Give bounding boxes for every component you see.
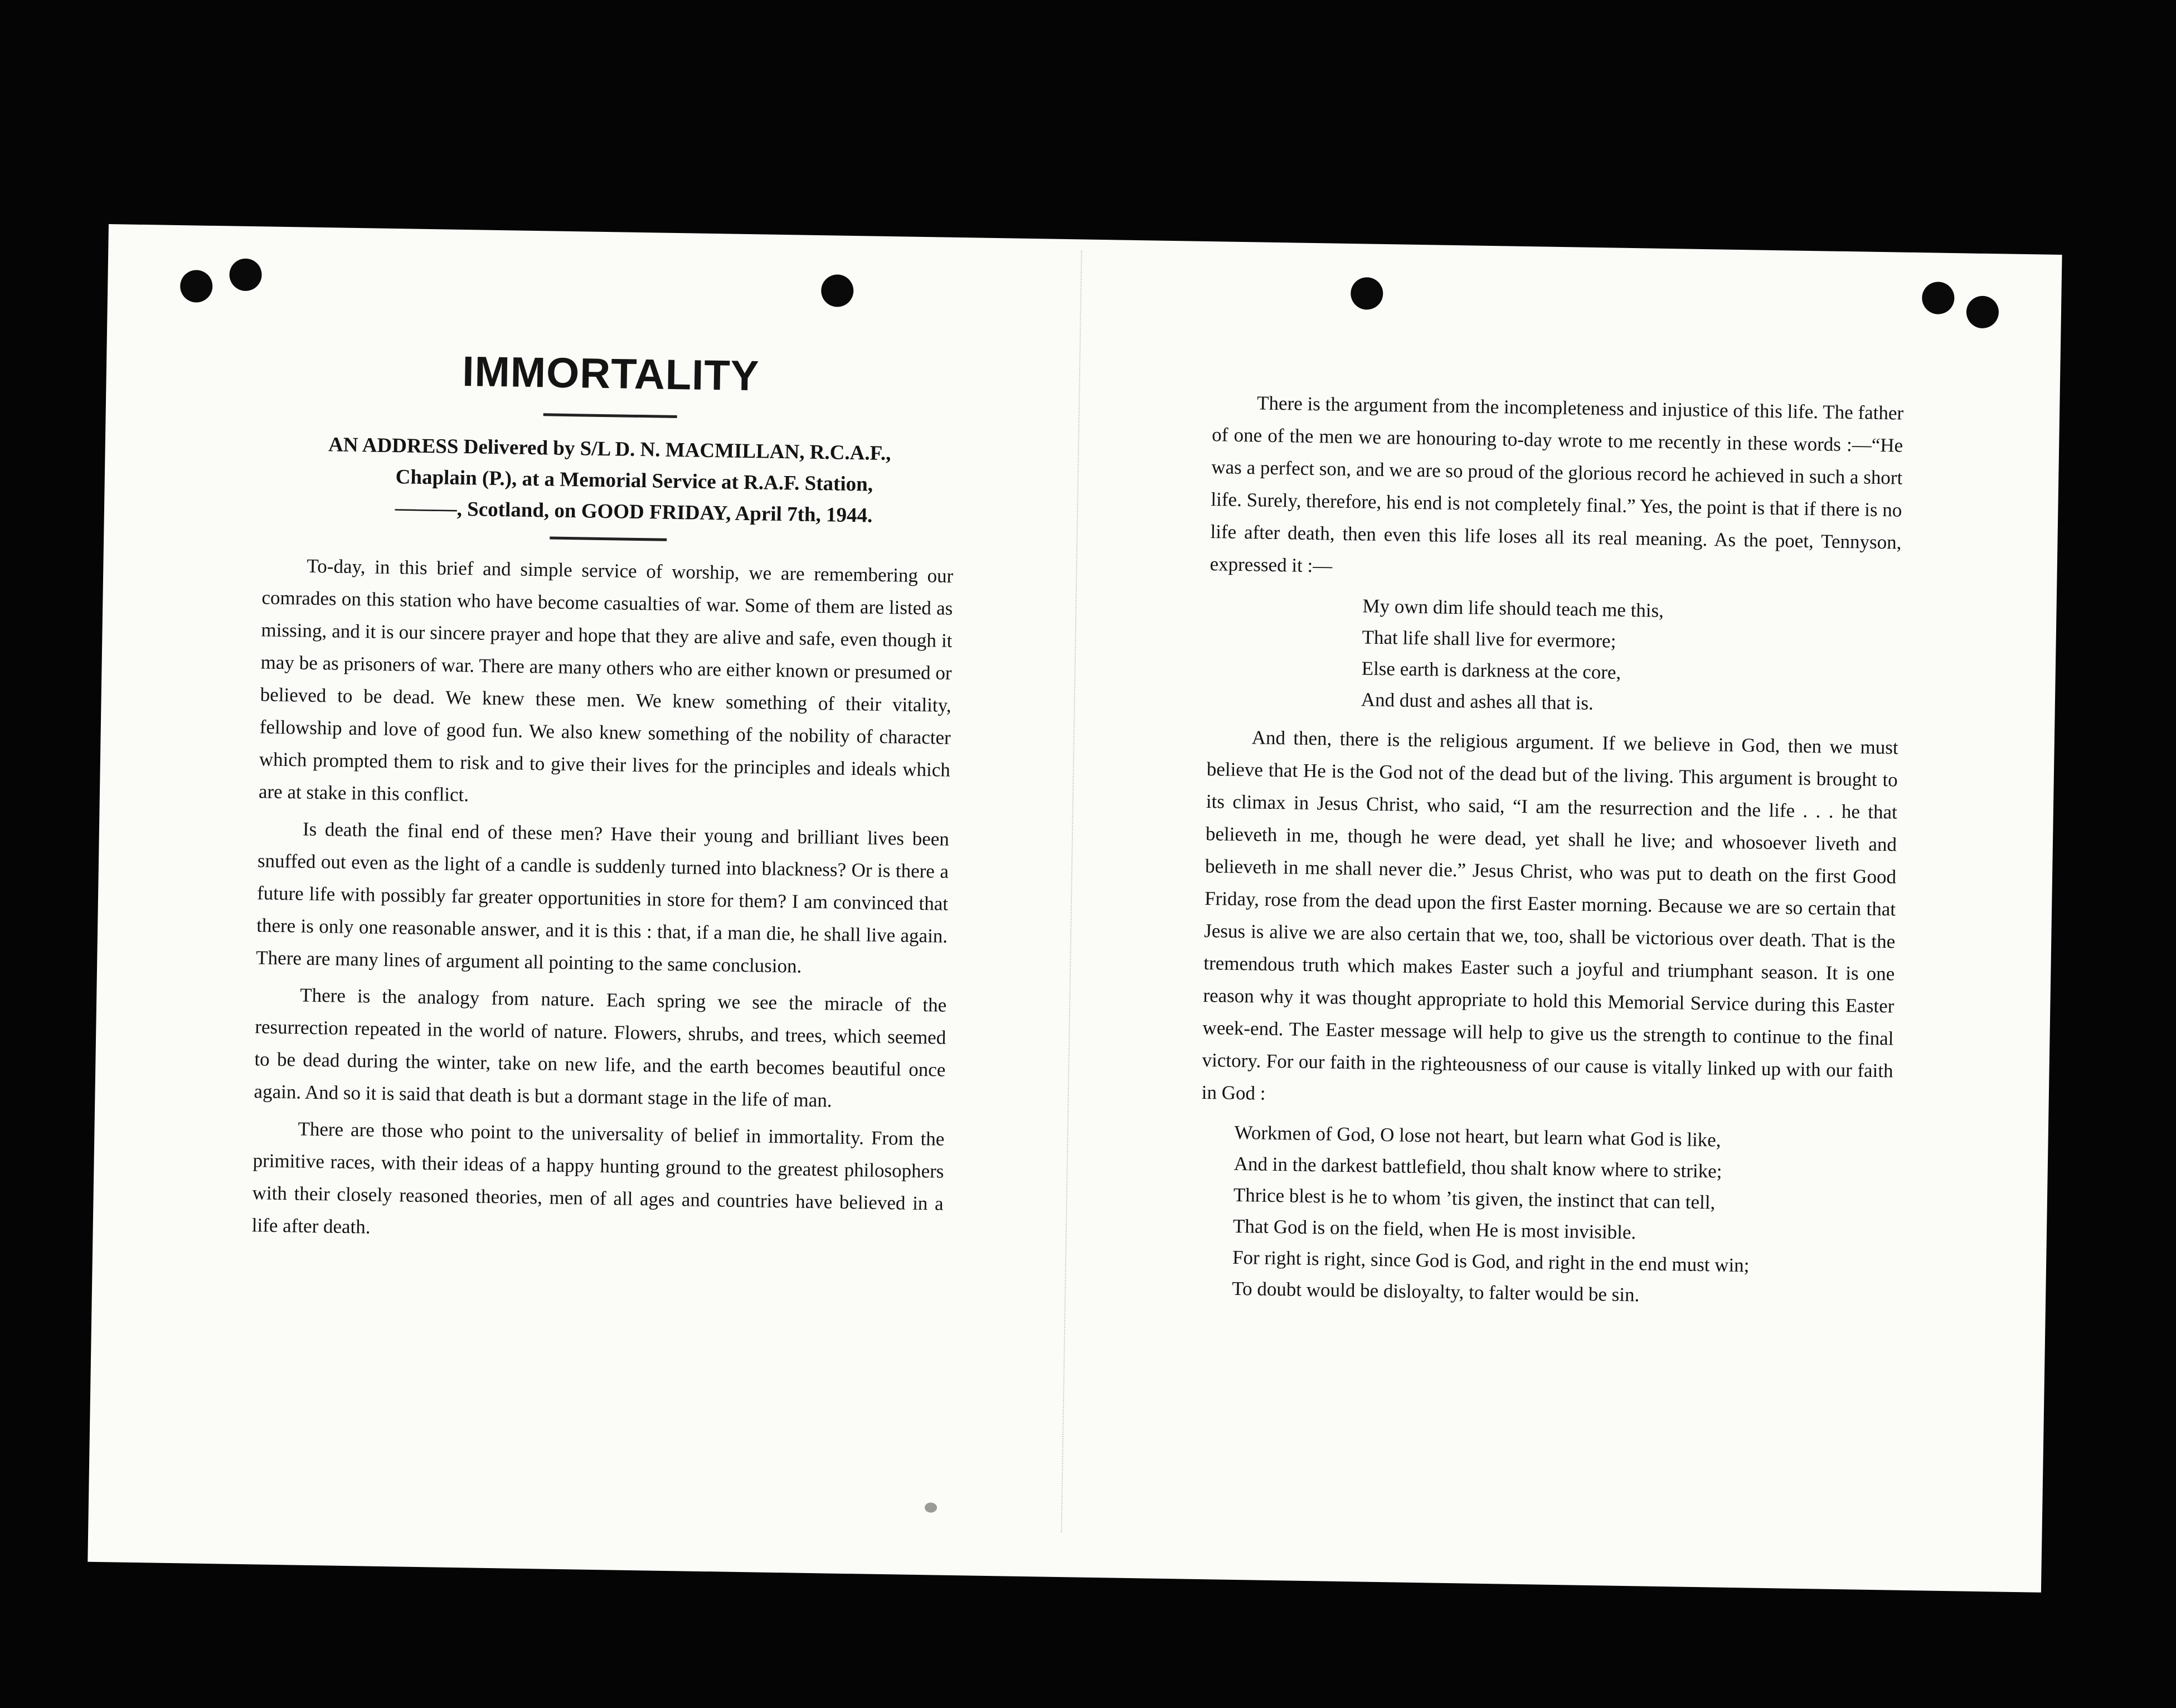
- subtitle-line: ———, Scotland, on GOOD FRIDAY, April 7th, 1944.: [395, 497, 873, 527]
- verse-line: That life shall live for evermore;: [1362, 626, 1616, 652]
- verse-line: That God is on the field, when He is most invisible.: [1232, 1215, 1636, 1244]
- page-title: IMMORTALITY: [462, 348, 760, 400]
- verse-line: My own dim life should teach me this,: [1362, 595, 1664, 622]
- verse-line: For right is right, since God is God, and right in the end must win;: [1232, 1246, 1750, 1277]
- paper-speck: [925, 1502, 937, 1512]
- left-page: [251, 341, 956, 1256]
- body-paragraph: Is death the final end of these men? Have their young and brilliant lives been snuffed out even as the light of a candle is suddenly turned into blackness? Or is there a future life with possibly far greater opportunities in store for them? I am convinced that there is only one reasonable answer, and it is this : that, if a man die, he shall live again. There are many lines of argument all pointing to the same conclusion.: [256, 818, 950, 977]
- body-paragraph: To-day, in this brief and simple service of worship, we are remembering our comrades on this station who have become casualties of war. Some of them are listed as missing, and it is our sincere prayer and hope that they are alive and safe, even though it may be as prisoners of war. There are many others who are either known or presumed or believed to be dead. We knew these men. We knew something of their vitality, fellowship and love of good fun. We also knew something of the nobility of character which prompted them to risk and to give their lives for the principles and ideals which are at stake in this conflict.: [258, 555, 954, 806]
- verse-line: Thrice blest is he to whom ’tis given, the instinct that can tell,: [1233, 1183, 1716, 1214]
- punch-hole: [1966, 295, 1999, 328]
- address-subtitle: [263, 428, 955, 532]
- body-paragraph: There are those who point to the universality of belief in immortality. From the primitive races, with their ideas of a happy hunting ground to the greatest philosophers with their closely reasoned theories, men of all ages and countries have believed in a life after death.: [251, 1118, 945, 1238]
- body-paragraph: There is the argument from the incompleteness and injustice of this life. The father of one of the men we are honouring to-day wrote to me recently in these words :—“He was a perfect son, and we are so proud of the glorious record he achieved in such a short life. Surely, therefore, his end is not completely final.” Yes, the point is that if there is no life after death, then even this life loses all its real meaning. As the poet, Tennyson, expressed it :—: [1210, 392, 1904, 577]
- verse-line: Else earth is darkness at the core,: [1361, 657, 1621, 683]
- center-fold: [1061, 250, 1082, 1532]
- subtitle-rule: [550, 536, 667, 541]
- punch-hole: [1922, 282, 1955, 314]
- punch-hole: [821, 274, 854, 307]
- verse-line: Workmen of God, O lose not heart, but learn what God is like,: [1234, 1121, 1721, 1151]
- verse-line: And dust and ashes all that is.: [1361, 688, 1594, 714]
- verse-line: To doubt would be disloyalty, to falter would be sin.: [1231, 1277, 1640, 1306]
- punch-hole: [180, 270, 213, 303]
- body-paragraph: There is the analogy from nature. Each spring we see the miracle of the resurrection repeated in the world of nature. Flowers, shrubs, and trees, which seemed to be dead during the winter, take on new life, and the earth becomes beautiful once again. And so it is said that death is but a dormant stage in the life of man.: [254, 984, 947, 1112]
- booklet-sheet: [88, 224, 2062, 1593]
- punch-hole: [1351, 277, 1383, 310]
- verse-line: And in the darkest battlefield, thou shalt know where to strike;: [1233, 1152, 1722, 1182]
- title-rule: [543, 413, 677, 418]
- body-paragraph: And then, there is the religious argument. If we believe in God, then we must believe that He is the God not of the dead but of the living. This argument is brought to its climax in Jesus Christ, who said, “I am the resurrection and the life . . . he that believeth in me, though he were dead, yet shall he live; and whosoever liveth and believeth in me shall never die.” Jesus Christ, who was put to death on the first Good Friday, rose from the dead upon the first Easter morning. Because we are so certain that Jesus is alive we are also certain that we, too, shall be victorious over death. That is the tremendous truth which makes Easter such a joyful and triumphant season. It is one reason why it was thought appropriate to hold this Memorial Service during this Easter week-end. The Easter message will help to give us the strength to continue to the final victory. For our faith in the righteousness of our cause is vitally linked up with our faith in God :: [1201, 726, 1898, 1104]
- subtitle-line: Chaplain (P.), at a Memorial Service at R.A.F. Station,: [395, 465, 873, 496]
- punch-hole: [229, 258, 262, 291]
- tennyson-verse: [1207, 588, 1900, 724]
- subtitle-line: AN ADDRESS Delivered by S/L D. N. MACMILLAN, R.C.A.F.,: [328, 433, 891, 465]
- right-page: [1198, 386, 1904, 1322]
- hymn-verse: [1198, 1117, 1892, 1314]
